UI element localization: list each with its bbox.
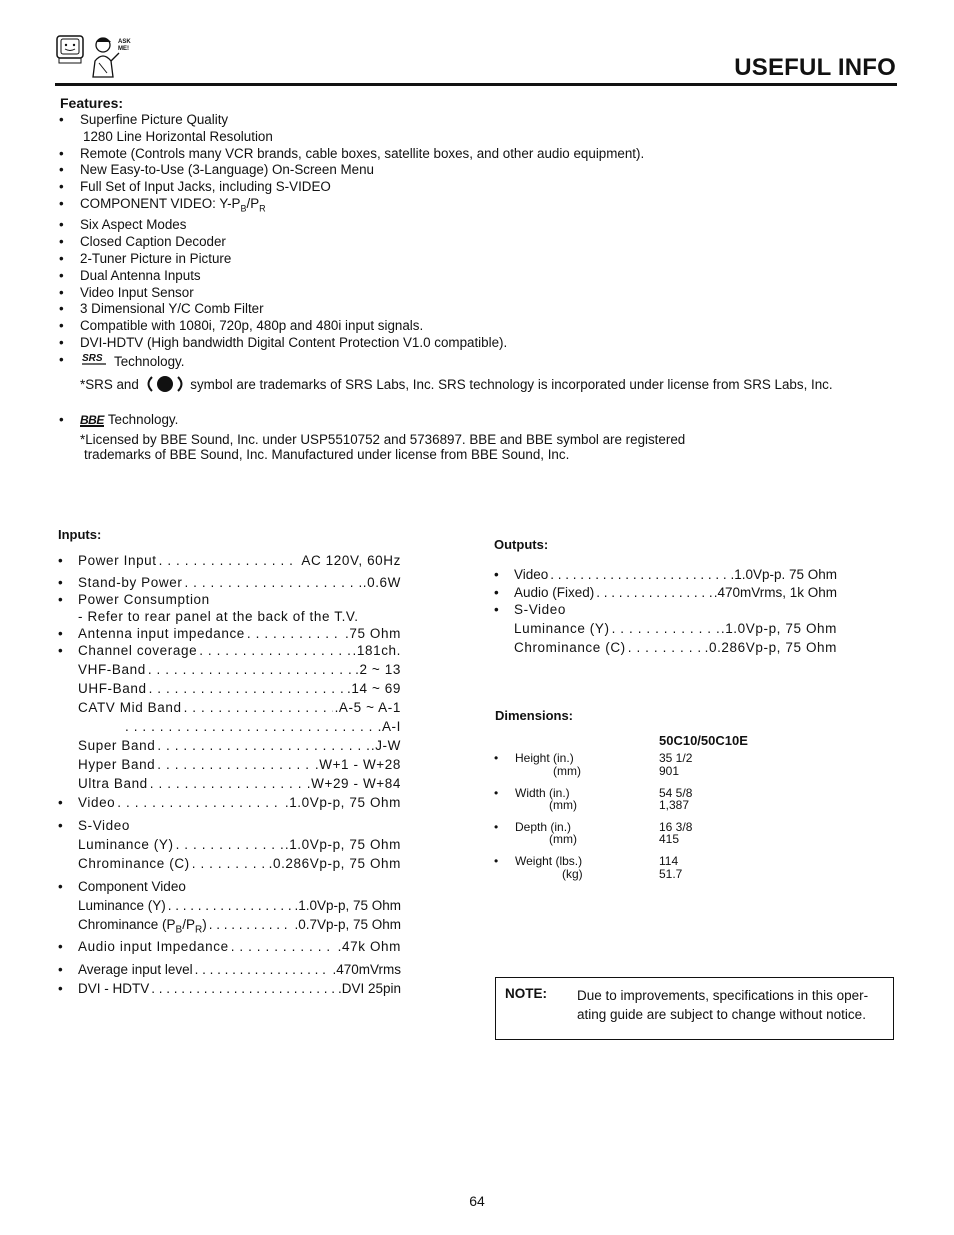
list-item: • Closed Caption Decoder (59, 234, 226, 250)
spec-power-consumption: • Power Consumption (58, 592, 210, 607)
spec-channel: • Channel coverage . . . .181ch. (78, 643, 401, 658)
list-item: • Video Input Sensor (59, 284, 194, 300)
list-item: • Remote (Controls many VCR brands, cable boxes, satellite boxes, and other audio equipment). (59, 145, 645, 161)
bbe-logo: BBE (80, 413, 104, 428)
spec-average-level: • Average input level . . . .470mVrms (78, 962, 401, 977)
list-item: • COMPONENT VIDEO: $Y-P_B/P_R$ (59, 195, 266, 214)
spec-output-video: • Video . . . .1.0Vp-p. 75 Ohm (514, 567, 837, 582)
spec-ultra-band: Ultra Band . . . .W+29 - W+84 (78, 776, 401, 791)
spec-component-chrominance: Chrominance $(P_B/P_R)$ . . . .0.7Vp-p, 75 Ohm (78, 917, 401, 936)
spec-catv-mid: CATV Mid Band . . . .A-5 ~ A-1 (78, 700, 401, 715)
list-item: • DVI-HDTV (High bandwidth Digital Content Protection V1.0 compatible). (59, 335, 508, 351)
spec-antenna: • Antenna input impedance . . . .75 Ohm (78, 626, 401, 641)
list-item-bbe: • BBE Technology. (59, 412, 179, 428)
list-item: • Superfine Picture Quality (59, 112, 229, 127)
spec-uhf: UHF-Band . . . .14 ~ 69 (78, 681, 401, 696)
list-item: • 2-Tuner Picture in Picture (59, 251, 232, 267)
spec-output-audio: • Audio (Fixed) . . . .470mVrms, 1k Ohm (514, 585, 837, 600)
dimensions-table: • Height (in.) (mm) 35 1/2 901 • Width (in.) (mm) 54 5/8 1,387 • Depth (in.) (mm) 16 3/8 415 • Weight (lbs.) (kg) 114 51.7 (494, 751, 693, 881)
spec-hyper-band: Hyper Band . . . .W+1 - W+28 (78, 757, 401, 772)
list-item: • New Easy-to-Use (3-Language) On-Screen Menu (59, 162, 374, 178)
spec-power-consumption-note: - Refer to rear panel at the back of the T.V. (78, 609, 359, 624)
inputs-heading: Inputs: (58, 527, 102, 542)
page-number: 64 (469, 1193, 485, 1209)
page-title: USEFUL INFO (734, 54, 896, 81)
ask-me-mascot-logo (55, 33, 135, 79)
spec-super-band: Super Band . . . .J-W (78, 738, 401, 753)
dimensions-heading: Dimensions: (495, 708, 574, 723)
spec-component-luminance: Luminance (Y) . . . .1.0Vp-p, 75 Ohm (78, 898, 401, 913)
spec-catv-mid-2: . . . .A-I (123, 719, 401, 734)
features-list (56, 112, 916, 462)
svg-text:SRS: SRS (82, 352, 103, 364)
spec-standby: • Stand-by Power . . . .0.6W (78, 575, 401, 590)
spec-component: • Component Video (58, 879, 186, 894)
spec-audio-impedance: • Audio input Impedance . . . .47k Ohm (78, 939, 401, 954)
features-heading: Features: (60, 95, 124, 111)
spec-svideo-luminance: Luminance (Y) . . . .1.0Vp-p, 75 Ohm (78, 837, 401, 852)
spec-power-input: • Power Input . . . AC 120V, 60Hz (78, 553, 401, 568)
spec-svideo: • S-Video (58, 818, 130, 833)
note-text: Due to improvements, specifications in this oper-ating guide are subject to change without notice. (577, 988, 869, 1022)
spec-dvi: • DVI - HDTV . . . .DVI 25pin (78, 981, 401, 996)
list-item: • Full Set of Input Jacks, including S-VIDEO (59, 179, 331, 195)
spec-vhf: VHF-Band . . . .2 ~ 13 (78, 662, 401, 677)
srs-logo (80, 352, 110, 373)
spec-output-luminance: Luminance (Y) . . . .1.0Vp-p, 75 Ohm (514, 621, 837, 636)
bbe-trademark-note: *Licensed by BBE Sound, Inc. under USP5510752 and 5736897. BBE and BBE symbol are registered trademarks of BBE Sound, Inc. Manufactured under license from BBE Sound, Inc. (80, 432, 686, 462)
srs-trademark-note: *SRS and symbol are trademarks of SRS Labs, Inc. SRS technology is incorporated under license from SRS Labs, Inc. (56, 375, 916, 398)
srs-symbol-icon (146, 375, 184, 398)
list-item-srs: • SRS Technology. (56, 352, 916, 373)
spec-output-chrominance: Chrominance (C) . . . .0.286Vp-p, 75 Ohm (514, 640, 837, 655)
list-item: • Six Aspect Modes (59, 217, 187, 233)
list-item-sub: 1280 Line Horizontal Resolution (83, 128, 273, 144)
spec-svideo-chrominance: Chrominance (C) . . . .0.286Vp-p, 75 Ohm (78, 856, 401, 871)
dimensions-model: 50C10/50C10E (659, 733, 748, 748)
outputs-heading: Outputs: (494, 537, 549, 552)
list-item: • 3 Dimensional Y/C Comb Filter (59, 301, 264, 317)
header-rule (55, 83, 897, 86)
spec-video: • Video . . . .1.0Vp-p, 75 Ohm (78, 795, 401, 810)
note-label: NOTE: (505, 986, 547, 1001)
list-item: • Compatible with 1080i, 720p, 480p and 480i input signals. (59, 318, 424, 334)
list-item: • Dual Antenna Inputs (59, 267, 201, 283)
ask-me-text: ASK ME! (118, 39, 131, 52)
note-box (495, 977, 894, 1040)
spec-output-svideo: • S-Video (494, 602, 566, 617)
